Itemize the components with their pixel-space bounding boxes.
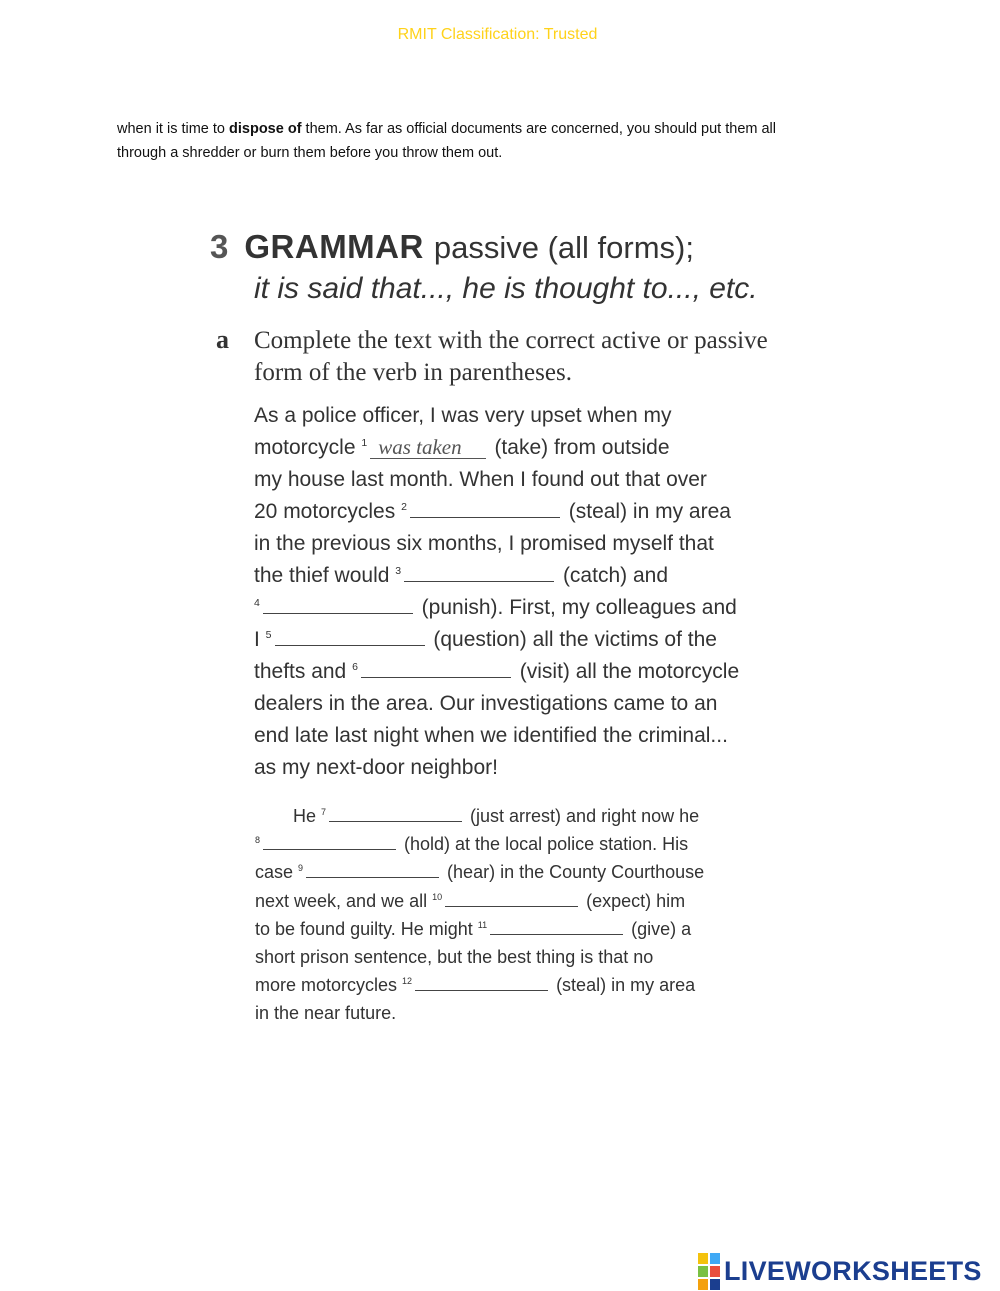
blank-number: 2 xyxy=(401,501,407,513)
text-line: As a police officer, I was very upset when my xyxy=(254,404,672,427)
text-fragment: (question) all the victims of the xyxy=(427,628,717,651)
logo-square xyxy=(710,1253,720,1264)
text-fragment: more motorcycles xyxy=(255,975,403,996)
intro-text-line2: through a shredder or burn them before you throw them out. xyxy=(117,145,503,161)
section-keyword: GRAMMAR xyxy=(244,228,424,265)
text-line: end late last night when we identified the criminal... xyxy=(254,724,728,747)
text-fragment: (steal) in my area xyxy=(562,500,731,523)
text-fragment: motorcycle xyxy=(254,436,362,459)
text-fragment: to be found guilty. He might xyxy=(255,918,478,939)
blank-number: 3 xyxy=(395,565,402,577)
text-fragment: (expect) him xyxy=(581,890,686,911)
answer-blank-2[interactable] xyxy=(410,496,560,518)
answer-blank-9[interactable] xyxy=(306,859,439,878)
text-fragment: next week, and we all xyxy=(255,890,433,911)
text-line xyxy=(254,432,814,464)
blank-number: 7 xyxy=(321,807,327,817)
text-line: as my next-door neighbor! xyxy=(254,756,498,779)
logo-text: LIVEWORKSHEETS xyxy=(724,1256,982,1286)
text-line xyxy=(254,560,814,592)
blank-number: 12 xyxy=(402,976,413,987)
text-line: my house last month. When I found out that over xyxy=(254,468,707,491)
liveworksheets-logo[interactable] xyxy=(698,1256,982,1286)
answer-blank-4[interactable] xyxy=(263,592,413,614)
blank-number: 9 xyxy=(298,863,304,874)
blank-number: 1 xyxy=(361,437,368,449)
text-fragment: 20 motorcycles xyxy=(254,500,402,523)
intro-bold-term: dispose of xyxy=(229,121,302,137)
text-fragment: the thief would xyxy=(254,564,396,587)
text-line: in the near future. xyxy=(255,1003,397,1024)
text-fragment: case xyxy=(255,862,299,883)
text-line xyxy=(255,830,775,858)
intro-text-end: them. As far as official documents are concerned, you should put them all xyxy=(301,121,776,137)
text-line: in the previous six months, I promised myself that xyxy=(254,532,714,555)
section-subtitle-2: it is said that..., he is thought to..., etc. xyxy=(254,272,758,305)
text-fragment: (catch) and xyxy=(557,564,668,587)
text-fragment: (hear) in the County Courthouse xyxy=(442,862,705,883)
exercise-instructions: Complete the text with the correct active or passive form of the verb in parentheses. xyxy=(254,327,768,386)
logo-square xyxy=(710,1279,720,1290)
text-fragment: He xyxy=(293,806,322,826)
text-line: dealers in the area. Our investigations came to an xyxy=(254,692,718,715)
logo-square xyxy=(698,1266,708,1277)
intro-paragraph xyxy=(117,117,877,165)
story-paragraph-2 xyxy=(255,802,775,1028)
answer-blank-1[interactable]: was taken xyxy=(370,437,485,459)
text-fragment: (visit) all the motorcycle xyxy=(513,660,740,683)
answer-blank-12[interactable] xyxy=(415,972,548,991)
text-fragment: I xyxy=(254,628,266,651)
section-subtitle: passive (all forms); xyxy=(433,230,694,265)
exercise-letter: a xyxy=(216,325,229,354)
classification-label: RMIT Classification: Trusted xyxy=(397,26,598,43)
answer-blank-10[interactable] xyxy=(445,888,578,907)
text-line xyxy=(255,802,775,830)
answer-blank-7[interactable] xyxy=(329,803,462,822)
text-line xyxy=(254,592,814,624)
text-fragment: (steal) in my area xyxy=(551,975,696,996)
story-paragraph-1 xyxy=(254,400,814,784)
blank-number: 6 xyxy=(352,661,358,673)
blank-number: 8 xyxy=(255,835,261,846)
section-heading xyxy=(210,226,758,309)
text-line: short prison sentence, but the best thing is that no xyxy=(255,947,654,968)
intro-text-start: when it is time to xyxy=(117,121,230,137)
logo-square xyxy=(698,1279,708,1290)
answer-blank-3[interactable] xyxy=(404,560,554,582)
answer-blank-11[interactable] xyxy=(490,916,623,935)
text-fragment: (give) a xyxy=(626,918,692,939)
text-line xyxy=(254,624,814,656)
text-line xyxy=(254,656,814,688)
logo-square xyxy=(710,1266,720,1277)
text-line xyxy=(255,858,775,886)
text-fragment: thefts and xyxy=(254,660,353,683)
blank-number: 10 xyxy=(432,891,443,902)
section-number: 3 xyxy=(210,228,229,265)
answer-blank-5[interactable] xyxy=(275,624,425,646)
text-line xyxy=(254,496,814,528)
text-line xyxy=(255,887,775,915)
answer-blank-8[interactable] xyxy=(263,831,396,850)
logo-square xyxy=(698,1253,708,1264)
text-fragment: (hold) at the local police station. His xyxy=(399,834,689,855)
logo-icon xyxy=(698,1253,720,1290)
blank-number: 11 xyxy=(477,919,488,930)
text-line xyxy=(255,915,775,943)
text-fragment: (punish). First, my colleagues and xyxy=(415,596,737,619)
blank-number: 5 xyxy=(265,629,272,641)
text-fragment: (take) from outside xyxy=(488,436,670,459)
text-fragment: (just arrest) and right now he xyxy=(465,806,700,826)
blank-number: 4 xyxy=(254,597,260,609)
answer-blank-6[interactable] xyxy=(361,656,511,678)
text-line xyxy=(255,971,775,999)
